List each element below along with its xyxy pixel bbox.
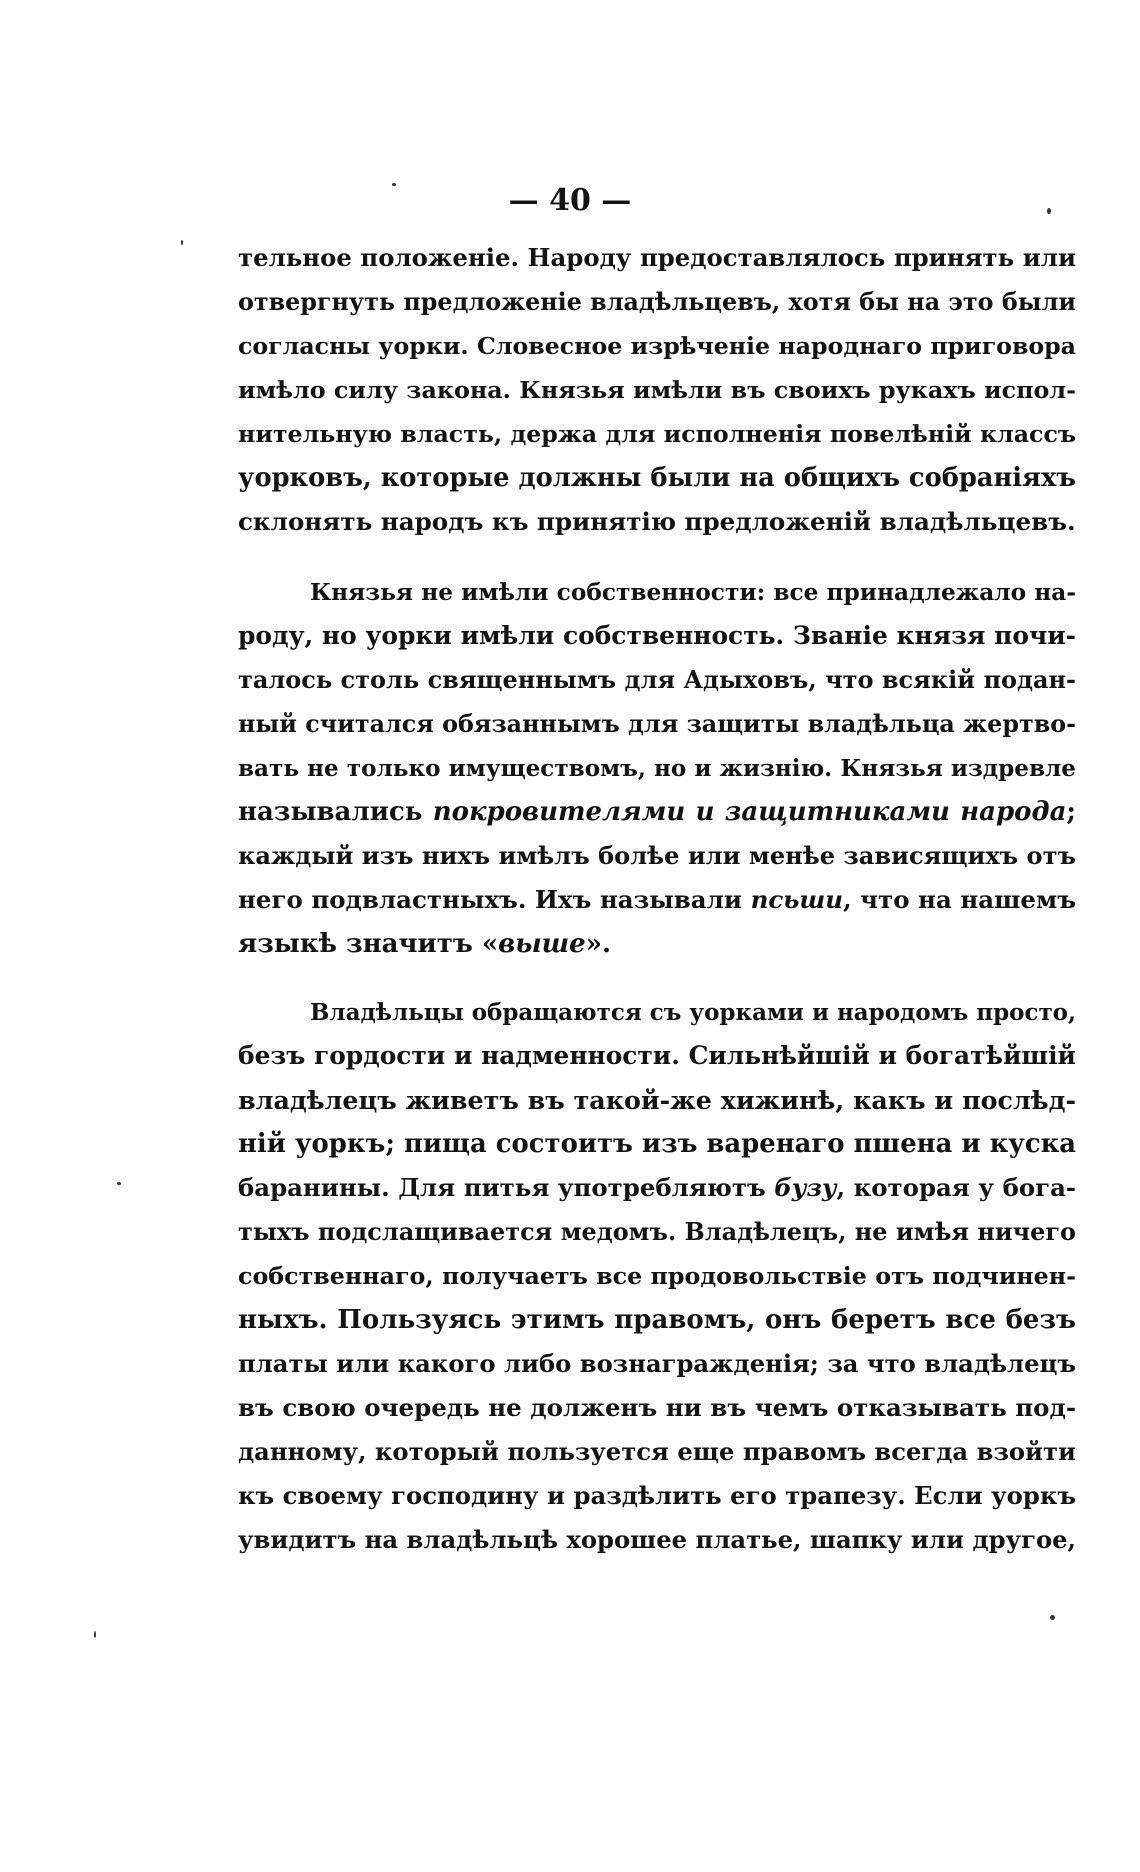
text-line: нiй уоркъ; пища состоитъ изъ варенаго пшена и куска bbox=[238, 1129, 1076, 1159]
print-speck bbox=[392, 183, 396, 186]
print-speck bbox=[117, 1182, 121, 1185]
print-speck bbox=[181, 240, 183, 245]
text-line: платы или какого либо вознагражденiя; за что владѣлецъ bbox=[238, 1349, 1076, 1378]
text-line: данному, который пользуется еще правомъ всегда взойти bbox=[238, 1437, 1076, 1466]
text-line: каждый изъ нихъ имѣлъ болѣе или менѣе зависящихъ отъ bbox=[238, 841, 1076, 870]
text-line: вать не только имуществомъ, но и жизнiю. Князья издревле bbox=[238, 755, 1076, 782]
text-line: назывались покровителями и защитниками народа; bbox=[238, 797, 1076, 827]
text-line: тыхъ подслащивается медомъ. Владѣлецъ, не имѣя ничего bbox=[238, 1218, 1076, 1246]
italic-phrase: выше bbox=[498, 929, 586, 959]
print-speck bbox=[94, 1631, 96, 1638]
text-line: тельное положенiе. Народу предоставлялось принять или bbox=[238, 243, 1076, 272]
text-line: талось столь священнымъ для Адыховъ, что всякiй подан- bbox=[238, 665, 1076, 694]
page-number: — 40 — bbox=[508, 183, 632, 218]
text-line: баранины. Для питья употребляютъ бузу, которая у бога- bbox=[238, 1173, 1076, 1202]
paragraph-1 bbox=[238, 236, 1076, 544]
text-line: въ свою очередь не долженъ ни въ чемъ отказывать под- bbox=[238, 1393, 1076, 1422]
text-line: языкѣ значитъ «выше». bbox=[238, 929, 612, 959]
paragraph-3 bbox=[238, 990, 1076, 1562]
print-speck bbox=[1047, 208, 1051, 214]
text-line: Владѣльцы обращаются съ уорками и народомъ просто, bbox=[310, 999, 1076, 1026]
text-line: къ своему господину и раздѣлить его трапезу. Если уоркъ bbox=[238, 1481, 1076, 1510]
text-line: нительную власть, держа для исполненiя повелѣнiй классъ bbox=[238, 420, 1076, 448]
text-line: уорковъ, которые должны были на общихъ собранiяхъ bbox=[238, 463, 1076, 493]
paragraph-2 bbox=[238, 570, 1076, 966]
italic-phrase: псьши bbox=[750, 885, 844, 914]
print-speck bbox=[1050, 1615, 1055, 1620]
text-line: владѣлецъ живетъ въ такой-же хижинѣ, какъ и послѣд- bbox=[238, 1085, 1076, 1115]
italic-phrase: покровителями и защитниками народа bbox=[432, 797, 1067, 827]
text-line: роду, но уорки имѣли собственность. Званiе князя почи- bbox=[238, 621, 1076, 650]
italic-phrase: бузу bbox=[774, 1173, 837, 1202]
text-line: собственнаго, получаетъ все продовольствiе отъ подчинен- bbox=[238, 1262, 1076, 1290]
text-line: склонять народъ къ принятiю предложенiй владѣльцевъ. bbox=[238, 507, 1076, 536]
text-line: ный считался обязаннымъ для защиты владѣльца жертво- bbox=[238, 710, 1076, 738]
text-line: ныхъ. Пользуясь этимъ правомъ, онъ беретъ все безъ bbox=[238, 1305, 1076, 1335]
text-line: него подвластныхъ. Ихъ называли псьши, что на нашемъ bbox=[238, 885, 1077, 914]
text-line: безъ гордости и надменности. Сильнѣйшiй и богатѣйшiй bbox=[238, 1041, 1076, 1070]
text-line: имѣло силу закона. Князья имѣли въ своихъ рукахъ испол- bbox=[238, 376, 1076, 404]
text-line: Князья не имѣли собственности: все принадлежало на- bbox=[310, 579, 1076, 606]
text-line: отвергнуть предложенiе владѣльцевъ, хотя бы на это были bbox=[238, 288, 1076, 316]
text-line: согласны уорки. Словесное изрѣченiе народнаго приговора bbox=[238, 332, 1076, 360]
text-line: увидитъ на владѣльцѣ хорошее платье, шапку или другое, bbox=[238, 1525, 1076, 1554]
